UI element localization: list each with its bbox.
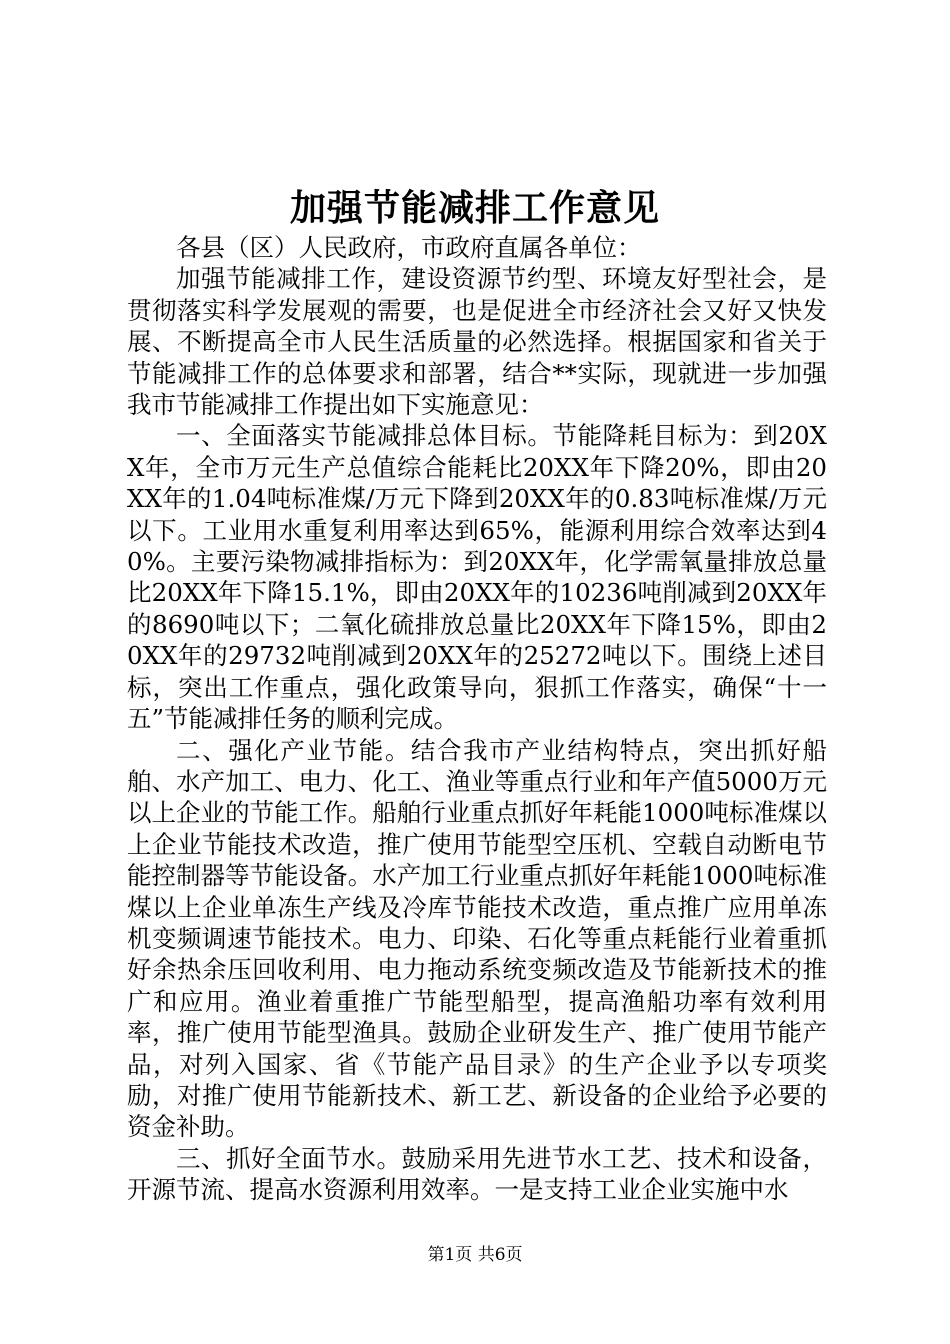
section-one-paragraph: 一、全面落实节能减排总体目标。节能降耗目标为：到20XX年，全市万元生产总值综合能耗比20XX年下降20%，即由20XX年的1.04吨标准煤/万元下降到20XX年的0.83吨标准煤/万元以下。工业用水重复利用率达到65%，能源利用综合效率达到40%。主要污染物减排指标为：到20XX年，化学需氧量排放总量比20XX年下降15.1%，即由20XX年的10236吨削减到20XX年的8690吨以下；二氧化硫排放总量比20XX年下降15%，即由20XX年的29732吨削减到20XX年的25272吨以下。围绕上述目标，突出工作重点，强化政策导向，狠抓工作落实，确保“十一五”节能减排任务的顺利完成。 bbox=[127, 421, 827, 734]
salutation-paragraph: 各县（区）人民政府，市政府直属各单位： bbox=[176, 233, 642, 262]
section-two-paragraph: 二、强化产业节能。结合我市产业结构特点，突出抓好船舶、水产加工、电力、化工、渔业等重点行业和年产值5000万元以上企业的节能工作。船舶行业重点抓好年耗能1000吨标准煤以上企业节能技术改造，推广使用节能型空压机、空载自动断电节能控制器等节能设备。水产加工行业重点抓好年耗能1000吨标准煤以上企业单冻生产线及冷库节能技术改造，重点推广应用单冻机变频调速节能技术。电力、印染、石化等重点耗能行业着重抓好余热余压回收利用、电力拖动系统变频改造及节能新技术的推广和应用。渔业着重推广节能型船型，提高渔船功率有效利用率，推广使用节能型渔具。鼓励企业研发生产、推广使用节能产品，对列入国家、省《节能产品目录》的生产企业予以专项奖励，对推广使用节能新技术、新工艺、新设备的企业给予必要的资金补助。 bbox=[127, 735, 827, 1142]
intro-paragraph: 加强节能减排工作，建设资源节约型、环境友好型社会，是贯彻落实科学发展观的需要，也是促进全市经济社会又好又快发展、不断提高全市人民生活质量的必然选择。根据国家和省关于节能减排工作的总体要求和部署，结合**实际，现就进一步加强我市节能减排工作提出如下实施意见： bbox=[127, 264, 827, 420]
document-body bbox=[127, 232, 827, 1206]
section-three-paragraph: 三、抓好全面节水。鼓励采用先进节水工艺、技术和设备，开源节流、提高水资源利用效率。一是支持工业企业实施中水 bbox=[127, 1143, 827, 1205]
document-title: 加强节能减排工作意见 bbox=[289, 187, 660, 229]
page-number-footer: 第1页 共6页 bbox=[427, 1245, 523, 1265]
